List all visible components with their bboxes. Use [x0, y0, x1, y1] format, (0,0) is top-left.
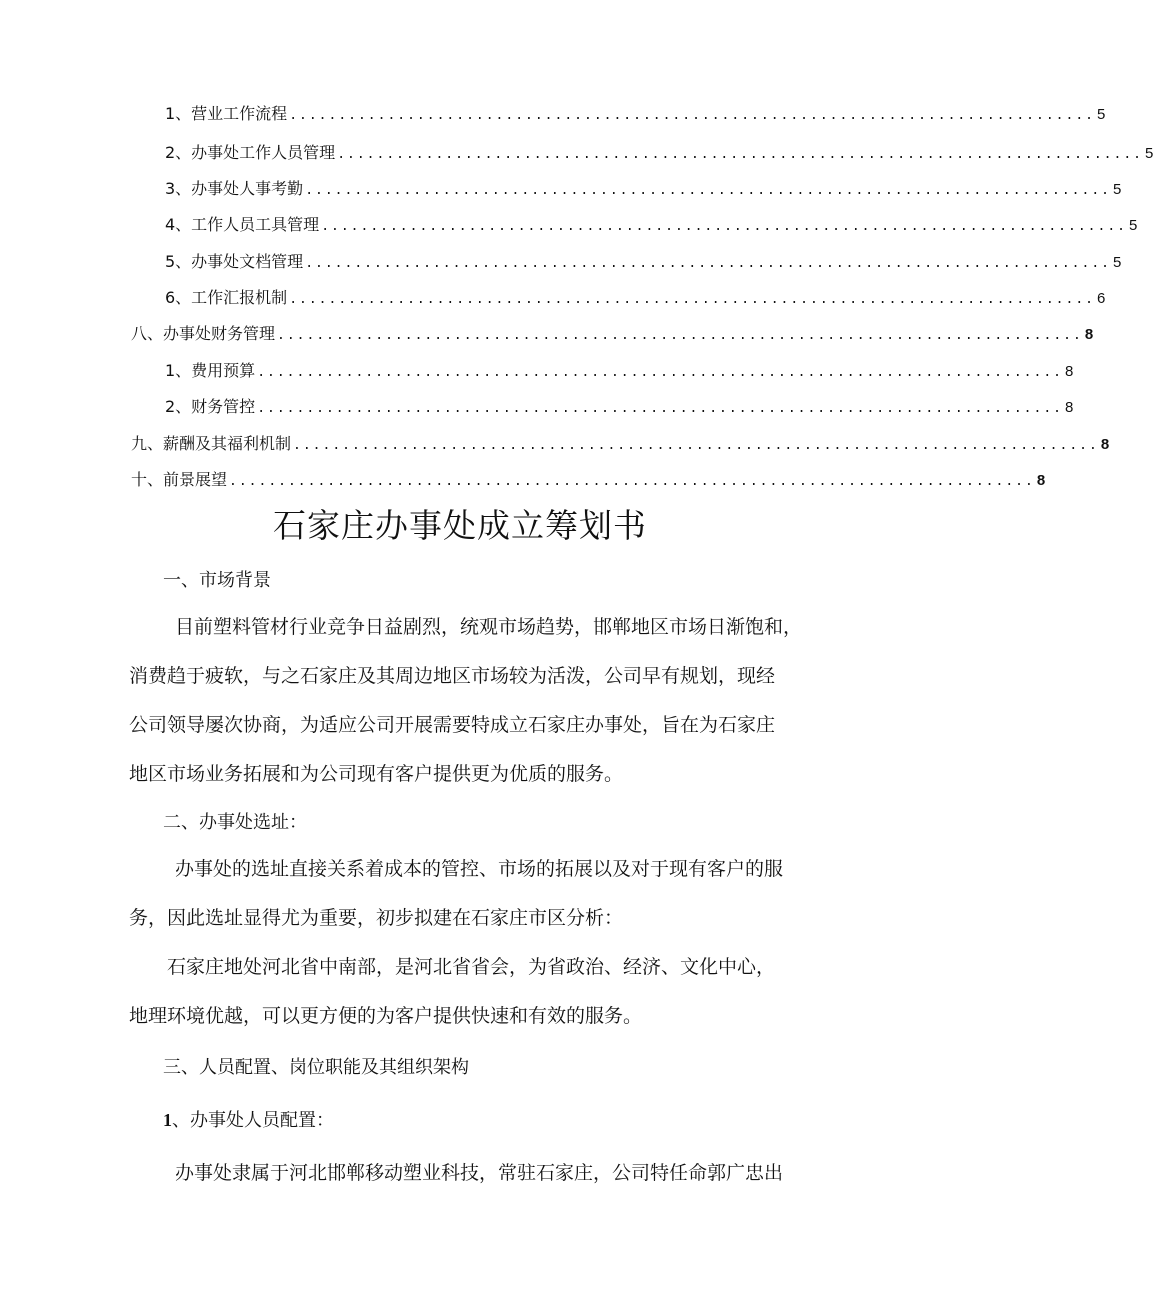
- paragraph-line: 消费趋于疲软，与之石家庄及其周边地区市场较为活泼，公司早有规划，现经: [129, 665, 776, 687]
- toc-leader-dots: ..................................................................................: [293, 438, 1099, 453]
- toc-entry-page: 8: [1064, 363, 1074, 380]
- toc-entry-page: 8: [1064, 399, 1074, 416]
- subsection-title: 、办事处人员配置：: [172, 1110, 334, 1131]
- paragraph-line: 石家庄地处河北省中南部，是河北省省会，为省政治、经济、文化中心，: [167, 956, 776, 978]
- toc-entry-label: 2、办事处工作人员管理: [165, 143, 336, 162]
- paragraph-line: 办事处隶属于河北邯郸移动塑业科技，常驻石家庄，公司特任命郭广忠出: [175, 1162, 784, 1184]
- toc-entry[interactable]: [165, 143, 1153, 165]
- toc-entry[interactable]: [165, 397, 1074, 419]
- toc-entry-page: 5: [1144, 145, 1153, 162]
- toc-entry-label: 八、办事处财务管理: [131, 324, 276, 343]
- toc-entry[interactable]: [131, 470, 1046, 492]
- toc-entry-page: 5: [1096, 106, 1106, 123]
- toc-leader-dots: ..................................................................................: [305, 256, 1111, 271]
- toc-entry-page: 5: [1112, 254, 1122, 271]
- toc-entry[interactable]: [131, 324, 1094, 346]
- toc-entry[interactable]: [165, 288, 1106, 310]
- section-heading-market-background: 一、市场背景: [163, 570, 271, 591]
- toc-leader-dots: ..................................................................................: [289, 292, 1095, 307]
- toc-entry[interactable]: [165, 104, 1106, 126]
- paragraph-line: 目前塑料管材行业竞争日益剧烈，统观市场趋势，邯郸地区市场日渐饱和，: [175, 616, 803, 638]
- toc-leader-dots: ..................................................................................: [337, 147, 1143, 162]
- section-heading-office-location: 二、办事处选址：: [163, 812, 307, 833]
- toc-entry-label: 5、办事处文档管理: [165, 252, 304, 271]
- toc-leader-dots: ..................................................................................: [229, 474, 1035, 489]
- paragraph-line: 地区市场业务拓展和为公司现有客户提供更为优质的服务。: [129, 763, 624, 785]
- toc-entry-page: 6: [1096, 290, 1106, 307]
- toc-entry-label: 2、财务管控: [165, 397, 256, 416]
- toc-entry-page: 8: [1084, 326, 1094, 343]
- toc-entry-label: 6、工作汇报机制: [165, 288, 288, 307]
- subsection-number: 1: [163, 1110, 172, 1130]
- section-heading-staffing: 三、人员配置、岗位职能及其组织架构: [163, 1057, 469, 1078]
- toc-entry[interactable]: [165, 361, 1074, 383]
- paragraph-line: 办事处的选址直接关系着成本的管控、市场的拓展以及对于现有客户的服: [175, 858, 784, 880]
- toc-entry-page: 8: [1100, 436, 1110, 453]
- toc-entry-page: 5: [1112, 181, 1122, 198]
- toc-entry-label: 九、薪酬及其福利机制: [131, 434, 292, 453]
- toc-entry[interactable]: [131, 434, 1110, 456]
- toc-entry-page: 8: [1036, 472, 1046, 489]
- paragraph-line: 公司领导屡次协商，为适应公司开展需要特成立石家庄办事处，旨在为石家庄: [129, 714, 776, 736]
- toc-entry[interactable]: [165, 252, 1122, 274]
- toc-leader-dots: ..................................................................................: [257, 365, 1063, 380]
- toc-entry[interactable]: [165, 215, 1138, 237]
- toc-leader-dots: ..................................................................................: [305, 183, 1111, 198]
- toc-entry[interactable]: [165, 179, 1122, 201]
- toc-leader-dots: ..................................................................................: [277, 328, 1083, 343]
- toc-entry-label: 1、费用预算: [165, 361, 256, 380]
- toc-entry-label: 1、营业工作流程: [165, 104, 288, 123]
- document-title: 石家庄办事处成立筹划书: [273, 506, 647, 545]
- toc-leader-dots: ..................................................................................: [257, 401, 1063, 416]
- toc-entry-label: 4、工作人员工具管理: [165, 215, 320, 234]
- subsection-heading-staff-configuration: [163, 1108, 334, 1133]
- paragraph-line: 地理环境优越，可以更方便的为客户提供快速和有效的服务。: [129, 1005, 643, 1027]
- toc-leader-dots: ..................................................................................: [321, 219, 1127, 234]
- toc-entry-label: 3、办事处人事考勤: [165, 179, 304, 198]
- toc-entry-label: 十、前景展望: [131, 470, 228, 489]
- paragraph-line: 务，因此选址显得尤为重要，初步拟建在石家庄市区分析：: [129, 907, 624, 929]
- toc-entry-page: 5: [1128, 217, 1138, 234]
- toc-leader-dots: ..................................................................................: [289, 108, 1095, 123]
